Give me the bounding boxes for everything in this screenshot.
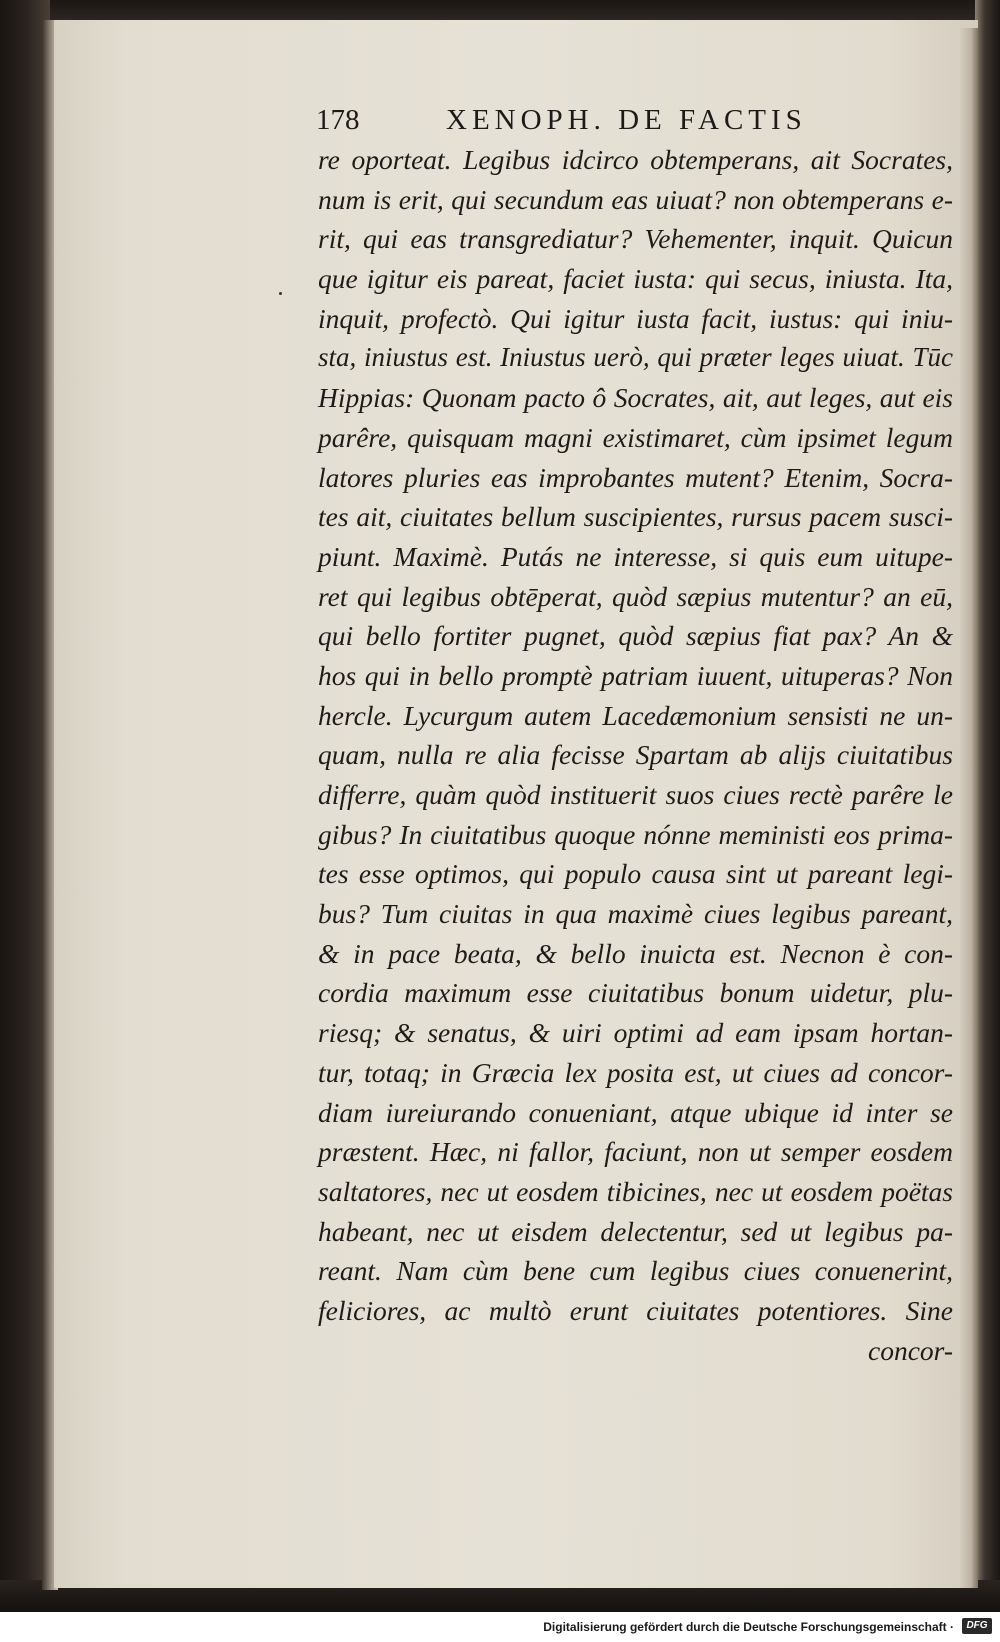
text-line: riesq; & senatus, & uiri optimi ad eam ipsam hortan- (318, 1017, 953, 1049)
running-title: XENOPH. DE FACTIS (446, 104, 807, 136)
running-head (316, 104, 876, 144)
text-line: concor- (868, 1334, 953, 1366)
text-line: & in pace beata, & bello inuicta est. Necnon è con- (318, 937, 953, 969)
text-line: piunt. Maximè. Putás ne interesse, si quis eum uitupe- (318, 540, 953, 572)
text-line: præstent. Hæc, ni fallor, faciunt, non ut semper eosdem (318, 1136, 953, 1168)
dfg-logo: DFG (962, 1618, 992, 1634)
text-line: rit, qui eas transgrediatur? Vehementer, inquit. Quicun (318, 223, 953, 255)
text-line: re oporteat. Legibus idcirco obtemperans, ait Socrates, (318, 144, 953, 175)
digitization-credit: Digitalisierung gefördert durch die Deutsche Forschungsgemeinschaft · (543, 1620, 954, 1634)
page-number: 178 (316, 104, 360, 136)
book-cover-top-edge (0, 0, 1000, 22)
text-line: saltatores, nec ut eosdem tibicines, nec ut eosdem poëtas (318, 1175, 953, 1207)
text-line: que igitur eis pareat, faciet iusta: qui secus, iniusta. Ita, (318, 263, 953, 295)
text-line: reant. Nam cùm bene cum legibus ciues conuenerint, (318, 1255, 953, 1287)
text-line: qui bello fortiter pugnet, quòd sæpius fiat pax? An & (318, 620, 953, 652)
text-line: differre, quàm quòd instituerit suos ciues rectè parêre le (318, 779, 953, 810)
text-line: hos qui in bello promptè patriam iuuent, uituperas? Non (318, 659, 953, 691)
body-text (318, 140, 953, 1370)
text-line: tes esse optimos, qui populo causa sint ut pareant legi- (318, 858, 953, 890)
ink-speck (279, 292, 282, 295)
text-line: gibus? In ciuitatibus quoque nónne meministi eos prima- (318, 818, 953, 850)
book-cover-right-edge (975, 0, 1000, 1612)
text-line: Hippias: Quonam pacto ô Socrates, ait, aut leges, aut eis (318, 382, 953, 414)
text-line: latores pluries eas improbantes mutent? Etenim, Socra- (318, 461, 953, 493)
text-line: inquit, profectò. Qui igitur iusta facit, iustus: qui iniu- (318, 302, 953, 334)
text-line: num is erit, qui secundum eas uiuat? non obtemperans e- (318, 183, 953, 215)
text-line: diam iureiurando conueniant, atque ubique id inter se (318, 1096, 953, 1128)
text-line: tur, totaq; in Græcia lex posita est, ut ciues ad concor- (318, 1056, 953, 1088)
text-line: feliciores, ac multò erunt ciuitates potentiores. Sine (318, 1294, 953, 1326)
text-line: hercle. Lycurgum autem Lacedæmonium sensisti ne un- (318, 699, 953, 731)
page-right-shadow (960, 28, 978, 1588)
text-line: parêre, quisquam magni existimaret, cùm ipsimet legum (318, 421, 953, 453)
text-line: ret qui legibus obtēperat, quòd sæpius mutentur? an eū, (318, 580, 953, 612)
text-line: sta, iniustus est. Iniustus uerò, qui præter leges uiuat. Tūc (318, 342, 953, 373)
text-line: tes ait, ciuitates bellum suscipientes, rursus pacem susci- (318, 501, 953, 533)
text-line: habeant, nec ut eisdem delectentur, sed ut legibus pa- (318, 1215, 953, 1247)
text-line: cordia maximum esse ciuitatibus bonum uidetur, plu- (318, 977, 953, 1009)
text-line: quam, nulla re alia fecisse Spartam ab alijs ciuitatibus (318, 739, 953, 771)
text-line: bus? Tum ciuitas in qua maximè ciues legibus pareant, (318, 898, 953, 930)
